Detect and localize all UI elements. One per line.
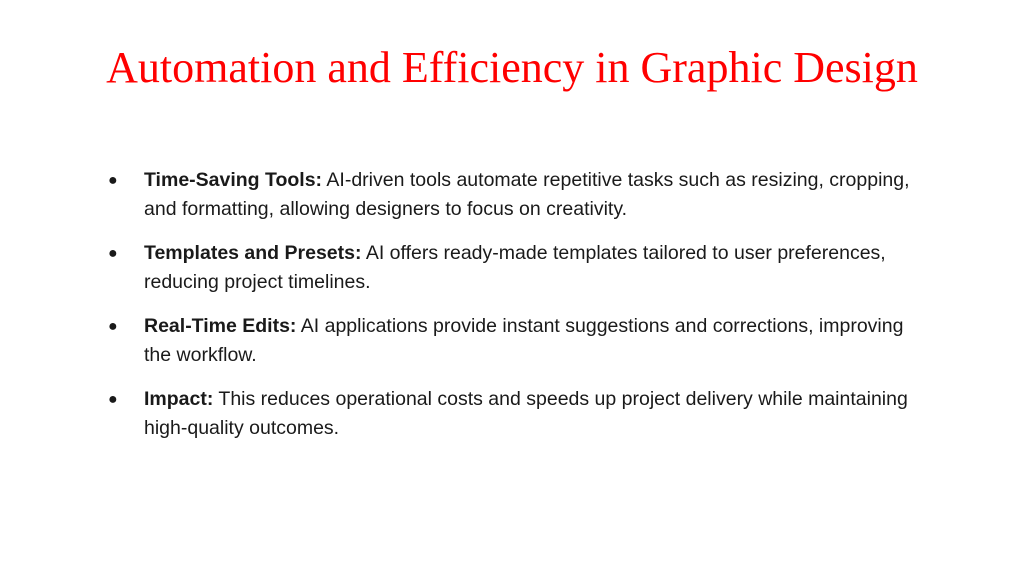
bullet-item-impact bbox=[104, 385, 924, 443]
bullet-text: AI offers ready-made templates tailored to user preferences, reducing project timelines. bbox=[144, 242, 886, 293]
bullet-heading: Real-Time Edits: bbox=[144, 315, 297, 337]
bullet-text: AI applications provide instant suggestions and corrections, improving the workflow. bbox=[144, 315, 904, 366]
bullet-dot-icon: ● bbox=[108, 318, 118, 335]
bullet-text: AI-driven tools automate repetitive tasks such as resizing, cropping, and formatting, allowing designers to focus on creativity. bbox=[144, 169, 910, 220]
bullet-heading: Impact: bbox=[144, 388, 214, 410]
bullet-heading: Templates and Presets: bbox=[144, 242, 362, 264]
slide-title: Automation and Efficiency in Graphic Design bbox=[106, 43, 918, 92]
bullet-dot-icon: ● bbox=[108, 391, 118, 408]
bullet-dot-icon: ● bbox=[108, 245, 118, 262]
bullet-item-real-time-edits bbox=[104, 312, 924, 370]
bullet-item-time-saving-tools bbox=[104, 166, 924, 224]
bullet-dot-icon: ● bbox=[108, 172, 118, 189]
bullet-text: This reduces operational costs and speeds up project delivery while maintaining high-quality outcomes. bbox=[144, 388, 908, 439]
bullet-item-templates-and-presets bbox=[104, 239, 924, 297]
bullet-heading: Time-Saving Tools: bbox=[144, 169, 323, 191]
bullet-list bbox=[104, 166, 924, 458]
